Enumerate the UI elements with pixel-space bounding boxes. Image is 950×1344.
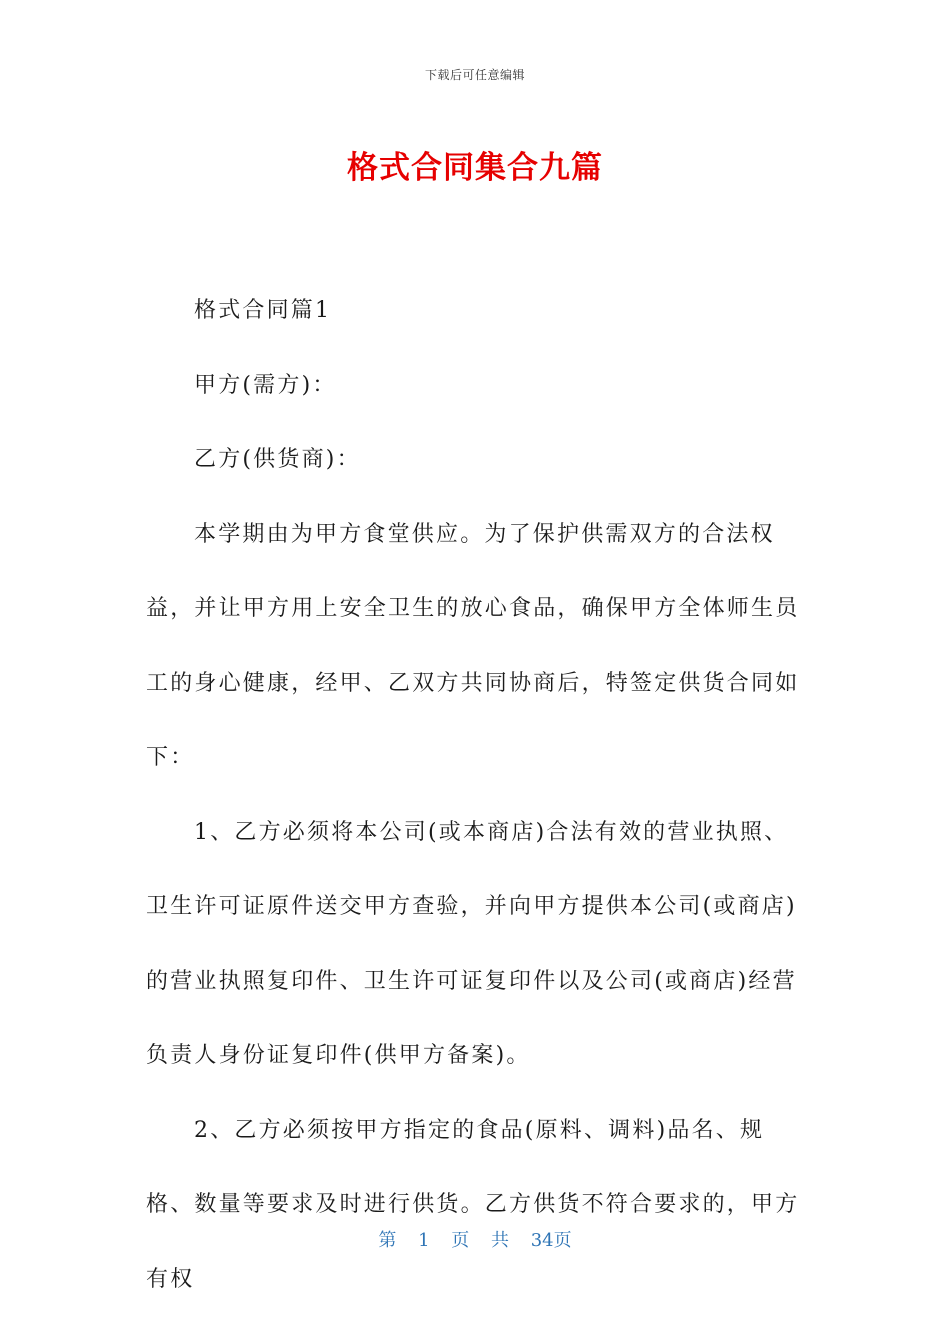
intro-paragraph: 本学期由为甲方食堂供应。为了保护供需双方的合法权益，并让甲方用上安全卫生的放心食品，确保甲方全体师生员工的身心健康，经甲、乙双方共同协商后，特签定供货合同如下： bbox=[146, 521, 800, 770]
total-pages: 34页 bbox=[530, 1230, 572, 1251]
total-label: 共 bbox=[491, 1230, 509, 1251]
page-footer bbox=[0, 1226, 950, 1252]
document-title: 格式合同集合九篇 bbox=[347, 150, 603, 186]
page-label-mid: 页 bbox=[451, 1230, 470, 1251]
header-note: 下载后可任意编辑 bbox=[424, 68, 525, 82]
page-label-prefix: 第 bbox=[378, 1230, 397, 1251]
clause-1-paragraph: 1、乙方必须将本公司(或本商店)合法有效的营业执照、卫生许可证原件送交甲方查验，并向甲方提供本公司(或商店)的营业执照复印件、卫生许可证复印件以及公司(或商店)经营负责人身份证复印件(供甲方备案)。 bbox=[146, 819, 797, 1068]
section-heading: 格式合同篇1 bbox=[194, 298, 332, 323]
party-b-line: 乙方(供货商)： bbox=[194, 447, 361, 472]
party-a-line: 甲方(需方)： bbox=[194, 372, 337, 398]
clause-2-paragraph: 2、乙方必须按甲方指定的食品(原料、调料)品名、规格、数量等要求及时进行供货。乙方供货不符合要求的，甲方有权 bbox=[146, 1117, 800, 1292]
document-body bbox=[146, 274, 806, 1317]
current-page-number: 1 bbox=[418, 1230, 430, 1251]
